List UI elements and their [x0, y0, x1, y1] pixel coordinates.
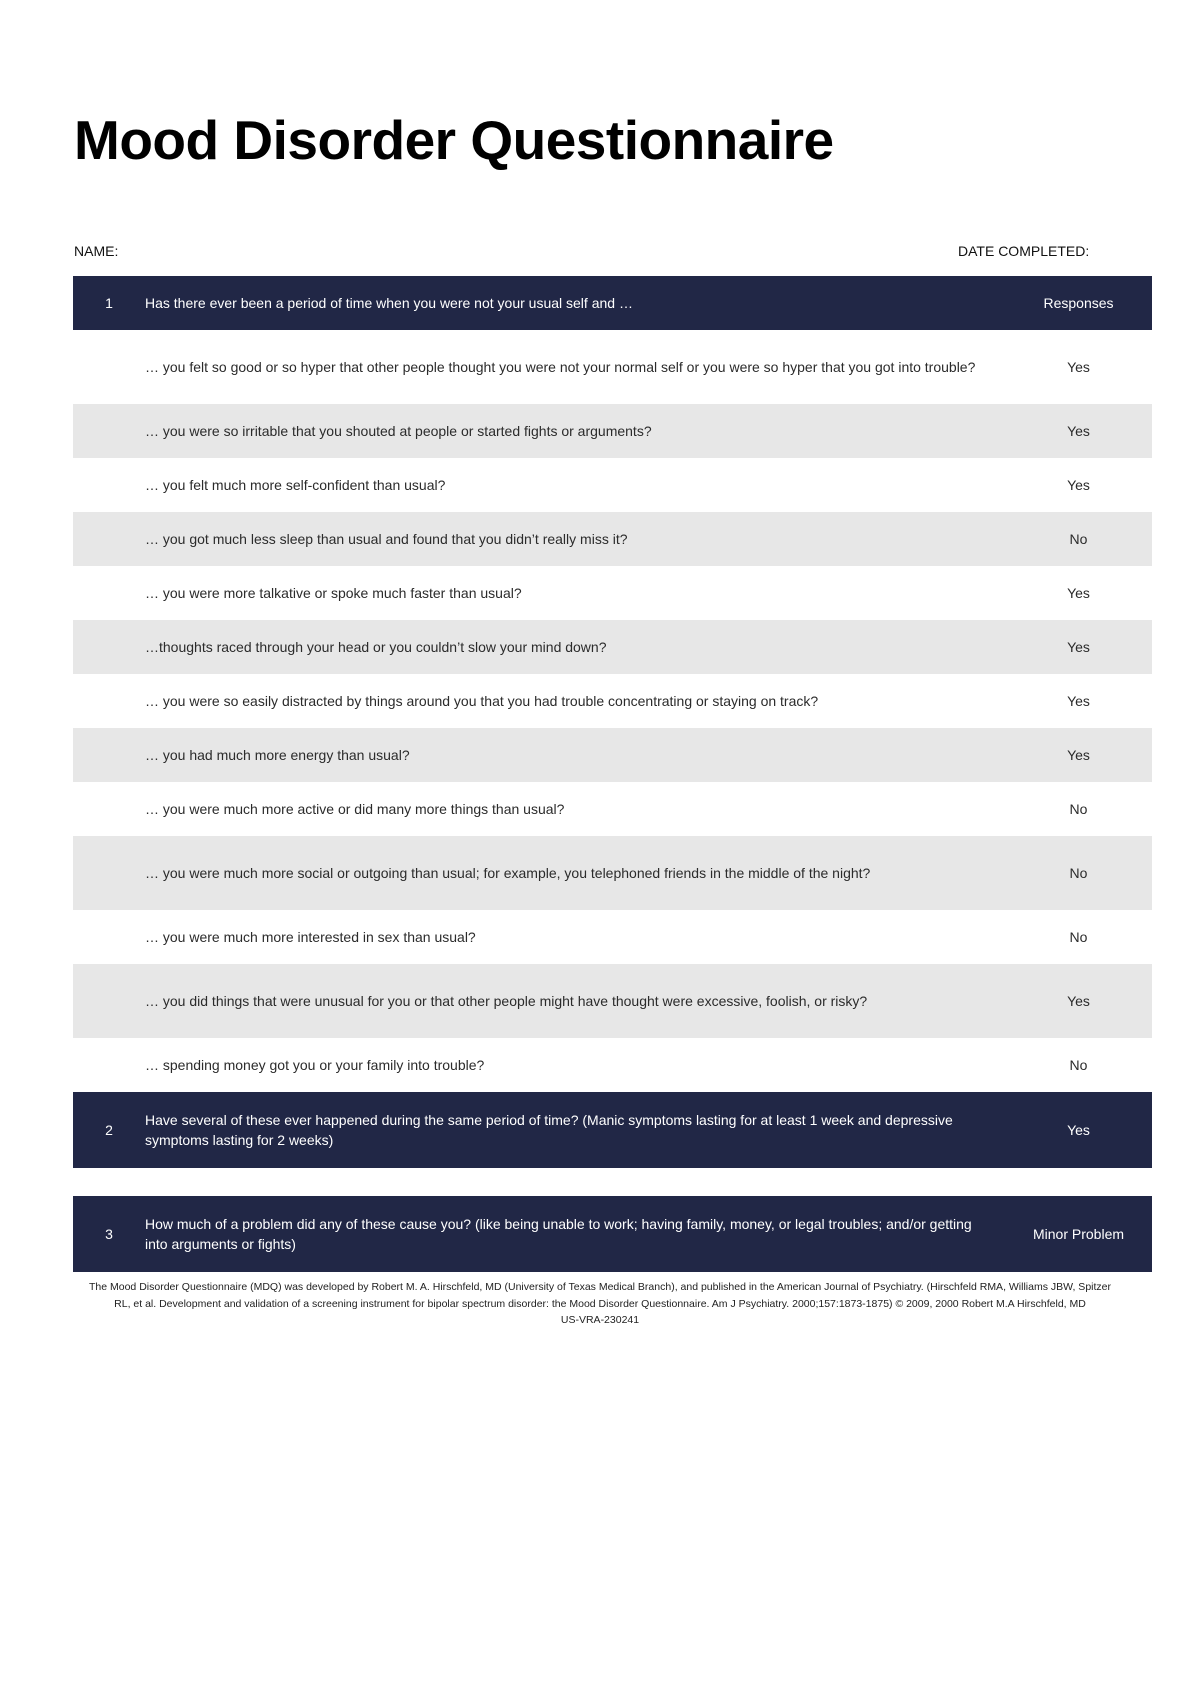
item-response: Yes: [1005, 458, 1152, 512]
responses-header: Responses: [1005, 276, 1152, 330]
question-2-row: [73, 1092, 1152, 1168]
item-text: … you did things that were unusual for you or that other people might have thought were excessive, foolish, or risky?: [145, 964, 1005, 1038]
item-response: Yes: [1005, 620, 1152, 674]
item-text: … you were much more active or did many more things than usual?: [145, 782, 1005, 836]
table-row: [73, 566, 1152, 620]
table-row: [73, 910, 1152, 964]
question-response: Minor Problem: [1005, 1196, 1152, 1272]
question-response: Yes: [1005, 1092, 1152, 1168]
question-3-row: [73, 1196, 1152, 1272]
item-response: No: [1005, 512, 1152, 566]
item-response: No: [1005, 1038, 1152, 1092]
item-text: … you had much more energy than usual?: [145, 728, 1005, 782]
item-response: No: [1005, 782, 1152, 836]
item-text: … you were much more interested in sex than usual?: [145, 910, 1005, 964]
table-row: [73, 674, 1152, 728]
table-row: [73, 458, 1152, 512]
question-number: 2: [73, 1092, 145, 1168]
table-row: [73, 404, 1152, 458]
item-response: Yes: [1005, 566, 1152, 620]
item-response: No: [1005, 910, 1152, 964]
name-field-label: NAME:: [74, 243, 119, 259]
table-row: [73, 782, 1152, 836]
item-response: Yes: [1005, 404, 1152, 458]
item-response: Yes: [1005, 964, 1152, 1038]
footnote: [80, 1279, 1120, 1329]
item-text: … you felt so good or so hyper that other people thought you were not your normal self or you were so hyper that you got into trouble?: [145, 330, 1005, 404]
item-response: Yes: [1005, 674, 1152, 728]
citation-text: The Mood Disorder Questionnaire (MDQ) was developed by Robert M. A. Hirschfeld, MD (University of Texas Medical Branch), and published in the American Journal of Psychiatry. (Hirschfeld RMA, Williams JBW, Spitzer RL, et al. Development and validation of a screening instrument for bipolar spectrum disorder: the Mood Disorder Questionnaire. Am J Psychiatry. 2000;157:1873-1875) © 2009, 2000 Robert M.A Hirschfeld, MD: [89, 1281, 1111, 1310]
question-1-header-row: [73, 276, 1152, 330]
table-row: [73, 836, 1152, 910]
table-row: [73, 330, 1152, 404]
table-spacer: [73, 1168, 1152, 1196]
question-text: How much of a problem did any of these cause you? (like being unable to work; having family, money, or legal troubles; and/or getting into arguments or fights): [145, 1196, 1005, 1272]
table-row: [73, 964, 1152, 1038]
question-number: 1: [73, 276, 145, 330]
question-number: 3: [73, 1196, 145, 1272]
item-text: … you got much less sleep than usual and found that you didn’t really miss it?: [145, 512, 1005, 566]
table-row: [73, 1038, 1152, 1092]
item-text: … spending money got you or your family into trouble?: [145, 1038, 1005, 1092]
item-text: … you felt much more self-confident than usual?: [145, 458, 1005, 512]
item-text: …thoughts raced through your head or you couldn’t slow your mind down?: [145, 620, 1005, 674]
table-row: [73, 512, 1152, 566]
item-response: No: [1005, 836, 1152, 910]
question-text: Have several of these ever happened during the same period of time? (Manic symptoms lasting for at least 1 week and depressive symptoms lasting for 2 weeks): [145, 1092, 1005, 1168]
page-title: Mood Disorder Questionnaire: [74, 109, 834, 171]
document-code: US-VRA-230241: [560, 1314, 640, 1326]
item-text: … you were more talkative or spoke much faster than usual?: [145, 566, 1005, 620]
item-response: Yes: [1005, 330, 1152, 404]
question-text: Has there ever been a period of time when you were not your usual self and …: [145, 276, 1005, 330]
table-row: [73, 620, 1152, 674]
item-text: … you were so irritable that you shouted at people or started fights or arguments?: [145, 404, 1005, 458]
item-text: … you were so easily distracted by things around you that you had trouble concentrating or staying on track?: [145, 674, 1005, 728]
table-row: [73, 728, 1152, 782]
questionnaire-table: [73, 276, 1152, 1272]
date-completed-label: DATE COMPLETED:: [958, 243, 1090, 259]
item-response: Yes: [1005, 728, 1152, 782]
item-text: … you were much more social or outgoing than usual; for example, you telephoned friends in the middle of the night?: [145, 836, 1005, 910]
